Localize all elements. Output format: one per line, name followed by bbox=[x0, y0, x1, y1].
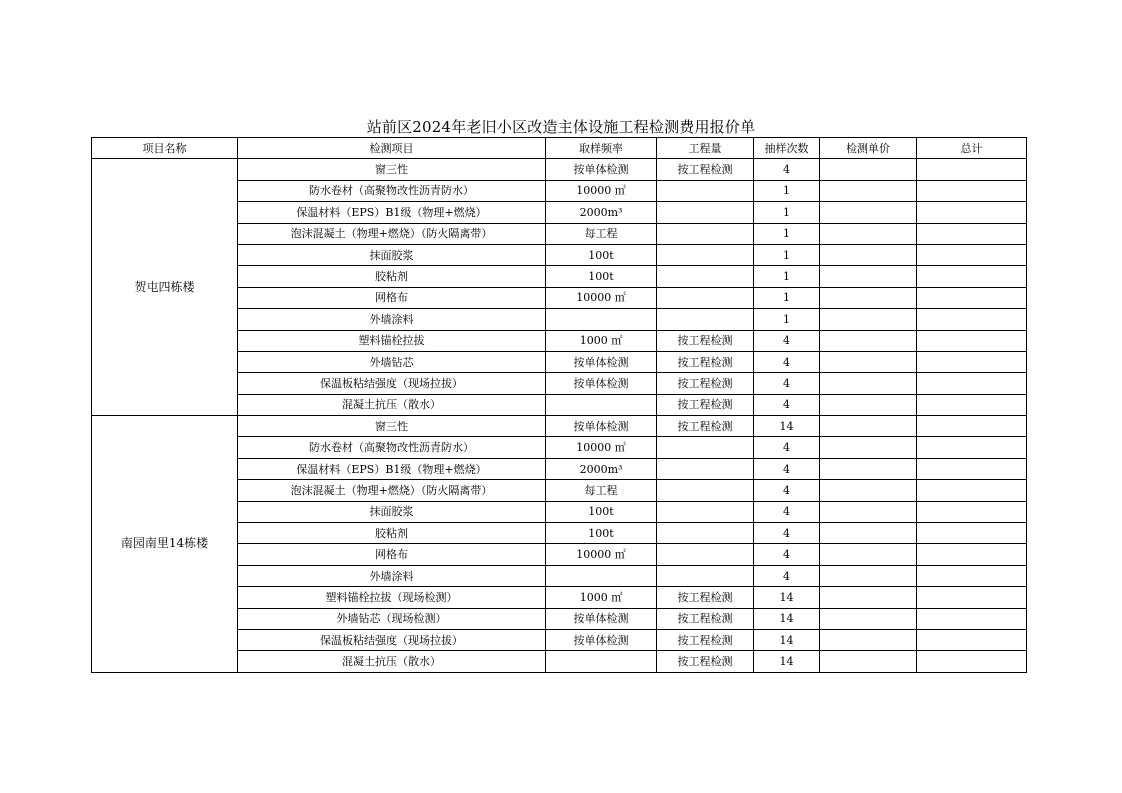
sampling-frequency-cell: 10000 ㎡ bbox=[546, 544, 657, 565]
sampling-times-cell: 1 bbox=[754, 266, 820, 287]
total-cell bbox=[917, 629, 1027, 650]
sampling-times-cell: 14 bbox=[754, 629, 820, 650]
sampling-frequency-cell: 1000 ㎡ bbox=[546, 330, 657, 351]
total-cell bbox=[917, 523, 1027, 544]
quantity-cell: 按工程检测 bbox=[657, 330, 754, 351]
unit-price-cell bbox=[820, 223, 917, 244]
unit-price-cell bbox=[820, 373, 917, 394]
project-name-cell: 南园南里14栋楼 bbox=[92, 416, 238, 673]
total-cell bbox=[917, 608, 1027, 629]
unit-price-cell bbox=[820, 480, 917, 501]
total-cell bbox=[917, 480, 1027, 501]
total-cell bbox=[917, 544, 1027, 565]
test-item-cell: 窗三性 bbox=[238, 416, 546, 437]
test-item-cell: 外墙钻芯 bbox=[238, 351, 546, 372]
sampling-times-cell: 14 bbox=[754, 651, 820, 672]
quantity-cell bbox=[657, 202, 754, 223]
quantity-cell: 按工程检测 bbox=[657, 587, 754, 608]
test-item-cell: 保温板粘结强度（现场拉拔） bbox=[238, 373, 546, 394]
unit-price-cell bbox=[820, 629, 917, 650]
sampling-times-cell: 1 bbox=[754, 180, 820, 201]
quantity-cell: 按工程检测 bbox=[657, 629, 754, 650]
sampling-frequency-cell: 每工程 bbox=[546, 223, 657, 244]
unit-price-cell bbox=[820, 565, 917, 586]
test-item-cell: 混凝土抗压（散水） bbox=[238, 394, 546, 415]
sampling-times-cell: 4 bbox=[754, 351, 820, 372]
sampling-frequency-cell: 按单体检测 bbox=[546, 373, 657, 394]
unit-price-cell bbox=[820, 351, 917, 372]
header-unit-price: 检测单价 bbox=[820, 138, 917, 159]
sampling-times-cell: 4 bbox=[754, 458, 820, 479]
quantity-cell bbox=[657, 309, 754, 330]
quantity-cell: 按工程检测 bbox=[657, 416, 754, 437]
sampling-frequency-cell bbox=[546, 394, 657, 415]
unit-price-cell bbox=[820, 159, 917, 180]
sampling-times-cell: 1 bbox=[754, 244, 820, 265]
total-cell bbox=[917, 244, 1027, 265]
test-item-cell: 网格布 bbox=[238, 287, 546, 308]
sampling-times-cell: 4 bbox=[754, 373, 820, 394]
sampling-frequency-cell: 每工程 bbox=[546, 480, 657, 501]
total-cell bbox=[917, 223, 1027, 244]
header-row bbox=[92, 138, 1027, 159]
total-cell bbox=[917, 266, 1027, 287]
table-row bbox=[92, 416, 1027, 437]
sampling-times-cell: 4 bbox=[754, 394, 820, 415]
test-item-cell: 网格布 bbox=[238, 544, 546, 565]
test-item-cell: 泡沫混凝土（物理+燃烧）（防火隔离带） bbox=[238, 223, 546, 244]
sampling-frequency-cell: 1000 ㎡ bbox=[546, 587, 657, 608]
sampling-times-cell: 4 bbox=[754, 159, 820, 180]
total-cell bbox=[917, 309, 1027, 330]
unit-price-cell bbox=[820, 309, 917, 330]
sampling-times-cell: 14 bbox=[754, 608, 820, 629]
sampling-frequency-cell: 10000 ㎡ bbox=[546, 437, 657, 458]
quantity-cell: 按工程检测 bbox=[657, 351, 754, 372]
sampling-times-cell: 14 bbox=[754, 587, 820, 608]
unit-price-cell bbox=[820, 394, 917, 415]
sampling-frequency-cell: 按单体检测 bbox=[546, 608, 657, 629]
sampling-frequency-cell bbox=[546, 309, 657, 330]
sampling-times-cell: 4 bbox=[754, 565, 820, 586]
quantity-cell bbox=[657, 266, 754, 287]
quantity-cell bbox=[657, 180, 754, 201]
quantity-cell bbox=[657, 565, 754, 586]
quantity-cell bbox=[657, 244, 754, 265]
sampling-frequency-cell: 100t bbox=[546, 266, 657, 287]
unit-price-cell bbox=[820, 244, 917, 265]
sampling-times-cell: 4 bbox=[754, 330, 820, 351]
sampling-frequency-cell bbox=[546, 651, 657, 672]
unit-price-cell bbox=[820, 437, 917, 458]
sampling-times-cell: 1 bbox=[754, 287, 820, 308]
quantity-cell bbox=[657, 437, 754, 458]
test-item-cell: 塑料锚栓拉拔（现场检测） bbox=[238, 587, 546, 608]
total-cell bbox=[917, 373, 1027, 394]
quantity-cell bbox=[657, 480, 754, 501]
unit-price-cell bbox=[820, 330, 917, 351]
test-item-cell: 混凝土抗压（散水） bbox=[238, 651, 546, 672]
sampling-frequency-cell: 按单体检测 bbox=[546, 351, 657, 372]
quantity-cell bbox=[657, 287, 754, 308]
total-cell bbox=[917, 159, 1027, 180]
unit-price-cell bbox=[820, 501, 917, 522]
sampling-frequency-cell: 100t bbox=[546, 501, 657, 522]
test-item-cell: 保温材料（EPS）B1级（物理+燃烧） bbox=[238, 458, 546, 479]
test-item-cell: 保温板粘结强度（现场拉拔） bbox=[238, 629, 546, 650]
unit-price-cell bbox=[820, 544, 917, 565]
quantity-cell bbox=[657, 523, 754, 544]
unit-price-cell bbox=[820, 458, 917, 479]
sampling-times-cell: 4 bbox=[754, 523, 820, 544]
unit-price-cell bbox=[820, 287, 917, 308]
sampling-frequency-cell: 按单体检测 bbox=[546, 629, 657, 650]
header-sampling-times: 抽样次数 bbox=[754, 138, 820, 159]
table-body bbox=[92, 159, 1027, 672]
quantity-cell bbox=[657, 223, 754, 244]
test-item-cell: 胶粘剂 bbox=[238, 523, 546, 544]
total-cell bbox=[917, 437, 1027, 458]
quantity-cell bbox=[657, 458, 754, 479]
test-item-cell: 胶粘剂 bbox=[238, 266, 546, 287]
sampling-frequency-cell: 2000m³ bbox=[546, 458, 657, 479]
total-cell bbox=[917, 565, 1027, 586]
sampling-times-cell: 1 bbox=[754, 223, 820, 244]
quantity-cell: 按工程检测 bbox=[657, 608, 754, 629]
header-total: 总计 bbox=[917, 138, 1027, 159]
sampling-frequency-cell: 100t bbox=[546, 244, 657, 265]
unit-price-cell bbox=[820, 416, 917, 437]
quantity-cell: 按工程检测 bbox=[657, 394, 754, 415]
total-cell bbox=[917, 501, 1027, 522]
total-cell bbox=[917, 351, 1027, 372]
total-cell bbox=[917, 587, 1027, 608]
sampling-times-cell: 4 bbox=[754, 437, 820, 458]
test-item-cell: 外墙涂料 bbox=[238, 309, 546, 330]
unit-price-cell bbox=[820, 523, 917, 544]
sampling-times-cell: 4 bbox=[754, 480, 820, 501]
test-item-cell: 泡沫混凝土（物理+燃烧）（防火隔离带） bbox=[238, 480, 546, 501]
test-item-cell: 塑料锚栓拉拔 bbox=[238, 330, 546, 351]
sampling-times-cell: 1 bbox=[754, 202, 820, 223]
header-sampling-frequency: 取样频率 bbox=[546, 138, 657, 159]
quantity-cell: 按工程检测 bbox=[657, 651, 754, 672]
test-item-cell: 外墙钻芯（现场检测） bbox=[238, 608, 546, 629]
total-cell bbox=[917, 202, 1027, 223]
sampling-frequency-cell: 10000 ㎡ bbox=[546, 180, 657, 201]
unit-price-cell bbox=[820, 180, 917, 201]
sampling-times-cell: 4 bbox=[754, 501, 820, 522]
header-test-item: 检测项目 bbox=[238, 138, 546, 159]
table-row bbox=[92, 159, 1027, 180]
unit-price-cell bbox=[820, 608, 917, 629]
quantity-cell: 按工程检测 bbox=[657, 373, 754, 394]
quantity-cell: 按工程检测 bbox=[657, 159, 754, 180]
total-cell bbox=[917, 287, 1027, 308]
header-project-name: 项目名称 bbox=[92, 138, 238, 159]
test-item-cell: 防水卷材（高聚物改性沥青防水） bbox=[238, 180, 546, 201]
quantity-cell bbox=[657, 501, 754, 522]
sampling-frequency-cell: 2000m³ bbox=[546, 202, 657, 223]
unit-price-cell bbox=[820, 651, 917, 672]
sampling-times-cell: 4 bbox=[754, 544, 820, 565]
sampling-times-cell: 14 bbox=[754, 416, 820, 437]
sampling-frequency-cell: 10000 ㎡ bbox=[546, 287, 657, 308]
test-item-cell: 抹面胶浆 bbox=[238, 501, 546, 522]
test-item-cell: 窗三性 bbox=[238, 159, 546, 180]
test-item-cell: 防水卷材（高聚物改性沥青防水） bbox=[238, 437, 546, 458]
total-cell bbox=[917, 651, 1027, 672]
total-cell bbox=[917, 180, 1027, 201]
sampling-frequency-cell: 按单体检测 bbox=[546, 159, 657, 180]
sampling-frequency-cell bbox=[546, 565, 657, 586]
quote-table bbox=[91, 137, 1027, 673]
test-item-cell: 保温材料（EPS）B1级（物理+燃烧） bbox=[238, 202, 546, 223]
unit-price-cell bbox=[820, 587, 917, 608]
quantity-cell bbox=[657, 544, 754, 565]
unit-price-cell bbox=[820, 266, 917, 287]
total-cell bbox=[917, 458, 1027, 479]
project-name-cell: 贺屯四栋楼 bbox=[92, 159, 238, 416]
sampling-frequency-cell: 100t bbox=[546, 523, 657, 544]
header-quantity: 工程量 bbox=[657, 138, 754, 159]
sampling-times-cell: 1 bbox=[754, 309, 820, 330]
unit-price-cell bbox=[820, 202, 917, 223]
total-cell bbox=[917, 394, 1027, 415]
test-item-cell: 抹面胶浆 bbox=[238, 244, 546, 265]
document-title: 站前区2024年老旧小区改造主体设施工程检测费用报价单 bbox=[366, 118, 756, 136]
test-item-cell: 外墙涂料 bbox=[238, 565, 546, 586]
total-cell bbox=[917, 330, 1027, 351]
sampling-frequency-cell: 按单体检测 bbox=[546, 416, 657, 437]
total-cell bbox=[917, 416, 1027, 437]
